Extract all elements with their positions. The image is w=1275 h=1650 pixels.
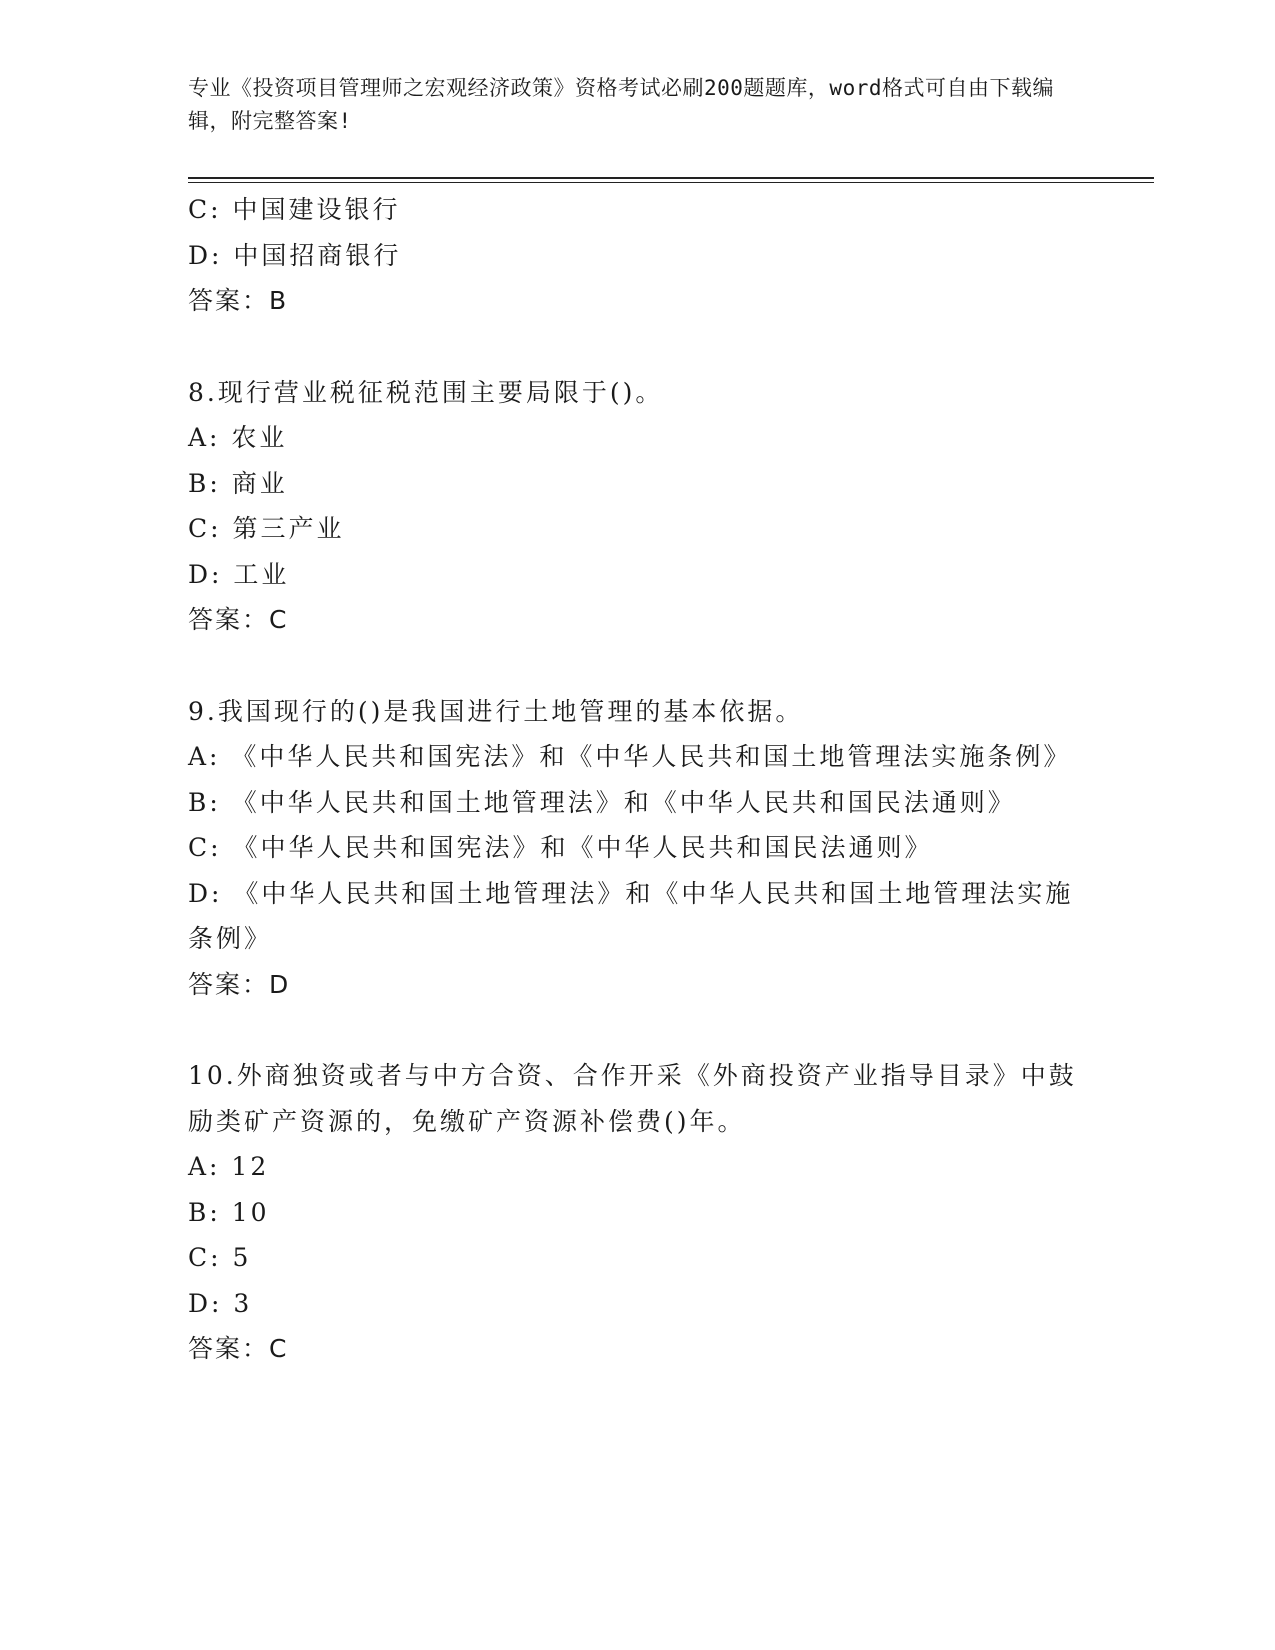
option-a: A: 《中华人民共和国宪法》和《中华人民共和国土地管理法实施条例》 — [188, 742, 1072, 771]
question-stem: 10.外商独资或者与中方合资、合作开采《外商投资产业指导目录》中鼓励类矿产资源的，免缴矿产资源补偿费()年。 — [188, 1061, 1077, 1136]
spacer — [188, 643, 1088, 689]
option-c: C: 中国建设银行 — [188, 195, 401, 224]
option-d: D: 3 — [188, 1288, 253, 1318]
header-divider-thin — [188, 182, 1154, 183]
option-d: D: 工业 — [188, 559, 290, 589]
header-divider-thick — [188, 177, 1154, 179]
option-d: D: 《中华人民共和国土地管理法》和《中华人民共和国土地管理法实施条例》 — [188, 878, 1074, 953]
question-stem: 8.现行营业税征税范围主要局限于()。 — [188, 377, 664, 407]
option-a: A: 农业 — [188, 423, 288, 452]
option-b: B: 10 — [188, 1197, 270, 1227]
option-b: B: 《中华人民共和国土地管理法》和《中华人民共和国民法通则》 — [188, 787, 1016, 817]
spacer — [188, 324, 1088, 370]
question-list — [188, 187, 1088, 1372]
spacer — [188, 1007, 1088, 1053]
option-a: A: 12 — [188, 1152, 270, 1181]
answer-line: 答案：B — [188, 286, 289, 315]
answer-line: 答案：C — [188, 605, 289, 634]
answer-line: 答案：C — [188, 1334, 289, 1363]
option-c: C: 5 — [188, 1243, 252, 1272]
option-b: B: 商业 — [188, 468, 288, 498]
document-header: 专业《投资项目管理师之宏观经济政策》资格考试必刷200题题库，word格式可自由下载编辑，附完整答案! — [188, 76, 1054, 133]
option-d: D: 中国招商银行 — [188, 240, 402, 270]
option-c: C: 第三产业 — [188, 514, 345, 543]
question-stem: 9.我国现行的()是我国进行土地管理的基本依据。 — [188, 696, 804, 726]
option-c: C: 《中华人民共和国宪法》和《中华人民共和国民法通则》 — [188, 833, 933, 862]
answer-line: 答案：D — [188, 969, 291, 999]
